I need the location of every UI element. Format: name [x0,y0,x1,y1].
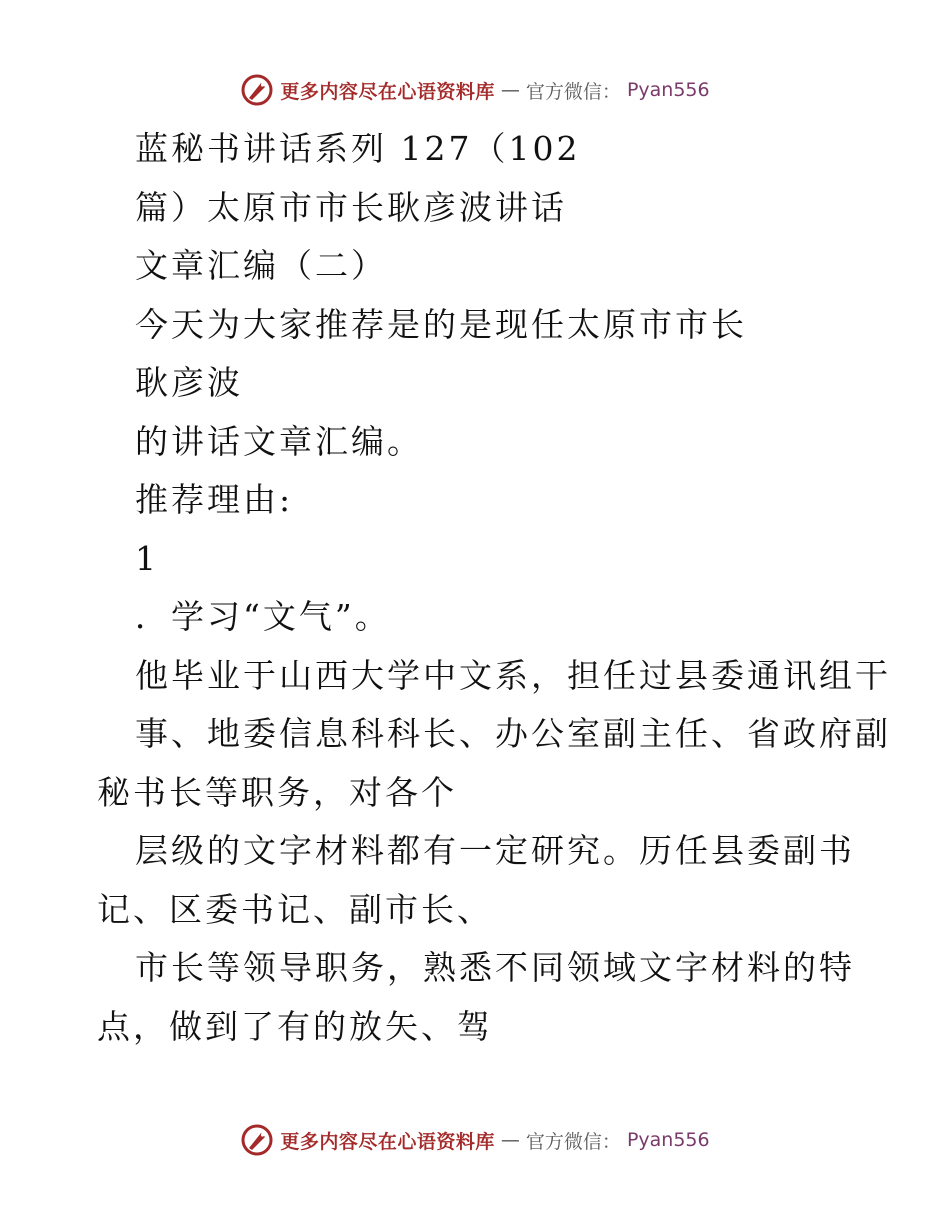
watermark-handle: Pyan556 [626,1129,710,1151]
watermark-dash: — [500,1129,520,1151]
text-line: 推荐理由: [135,480,294,519]
text-line: 的讲话文章汇编。 [135,421,423,461]
text-line: 文章汇编（二） [135,246,387,285]
text-line: 点，做到了有的放矢、驾 [97,1006,493,1046]
text-line: 耿彦波 [135,363,243,402]
text-line: 蓝秘书讲话系列 127（102 [135,129,581,168]
text-line: ．学习“文气”。 [135,597,391,636]
text-line: 市长等领导职务，熟悉不同领域文字材料的特 [135,948,855,987]
watermark-label: 官方微信： [525,1130,621,1153]
text-line: 记、区委书记、副市长、 [97,889,493,929]
watermark-handle: Pyan556 [626,79,710,101]
text-line: 事、地委信息科科长、办公室副主任、省政府副 [135,714,891,753]
text-line: 今天为大家推荐是的是现任太原市市长 [135,304,747,344]
text-line: 他毕业于山西大学中文系，担任过县委通讯组干 [135,655,891,695]
text-line: 1 [135,538,159,578]
text-line: 篇）太原市市长耿彦波讲话 [135,187,567,227]
footer-watermark [0,1120,950,1160]
text-line: 秘书长等职务，对各个 [97,772,457,812]
watermark-label: 官方微信： [525,80,621,103]
watermark-main-text: 更多内容尽在心语资料库 [280,80,495,103]
watermark-main-text: 更多内容尽在心语资料库 [280,1130,495,1153]
document-body [97,120,891,1056]
watermark-dash: — [500,79,520,101]
fountain-pen-logo-icon [240,1123,274,1157]
text-line: 层级的文字材料都有一定研究。历任县委副书 [135,831,855,870]
fountain-pen-logo-icon [240,73,274,107]
header-watermark [0,70,950,110]
